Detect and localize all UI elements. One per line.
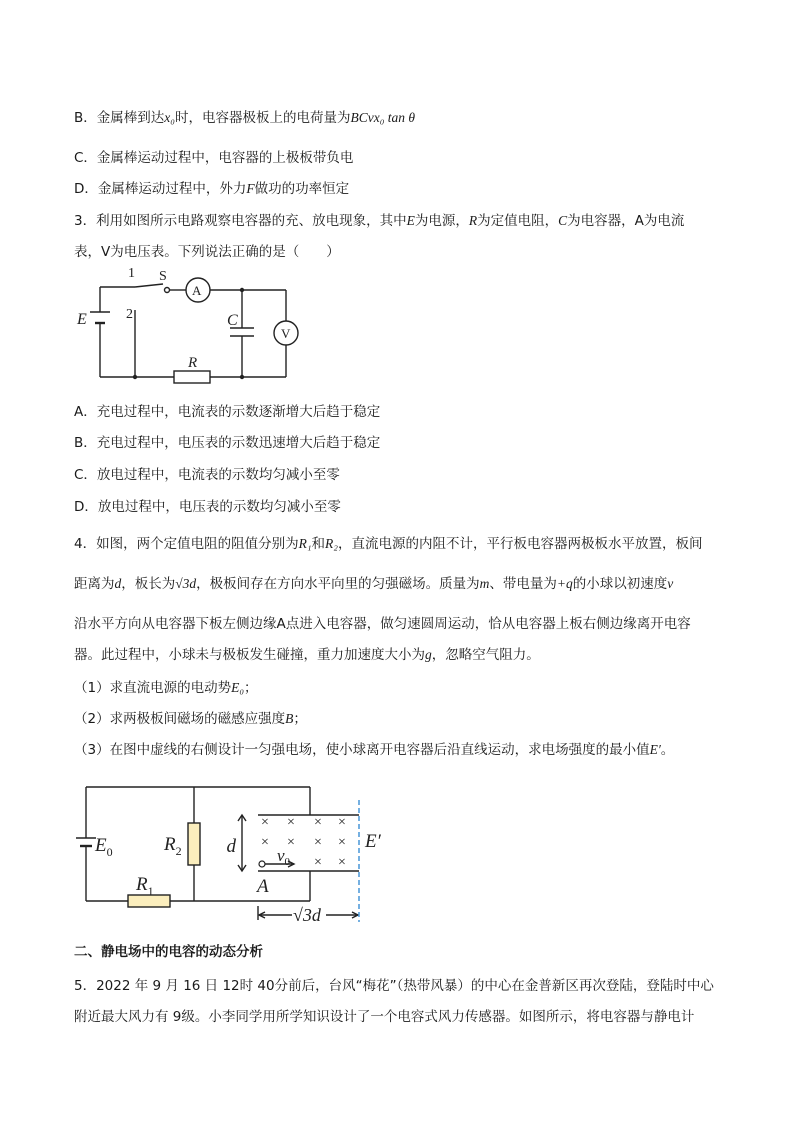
- q4-line2-e: 的小球以初速度: [572, 576, 668, 592]
- q3-stem-line1: [74, 209, 684, 229]
- q4-line4-g: g: [425, 647, 432, 662]
- q3-stem-C: C: [558, 213, 568, 228]
- q3-fig-label-V: V: [281, 326, 291, 341]
- q4-line1-R1: R₁: [298, 536, 312, 551]
- q3-fig-label-S: S: [159, 269, 167, 284]
- q3-fig-label-1: 1: [128, 266, 135, 281]
- q4-fig-label-R1: $R_1$: [136, 874, 154, 898]
- q4-sub3-E: E′: [649, 742, 661, 757]
- q5-line2: 附近最大风力有 9级。小李同学用所学知识设计了一个电容式风力传感器。如图所示，将电容器与静电计: [74, 1009, 695, 1025]
- q4-line2-v: v: [667, 576, 674, 591]
- q3-fig-label-R: R: [188, 355, 198, 371]
- svg-text:×: ×: [338, 815, 346, 830]
- q4-sub1: [74, 676, 258, 696]
- q3-option-a: A．充电过程中，电流表的示数逐渐增大后趋于稳定: [74, 404, 381, 420]
- q4-circuit-diagram: [74, 780, 394, 925]
- svg-text:×: ×: [287, 835, 295, 850]
- q4-sub3-b: 。: [660, 742, 675, 758]
- q4-sub2-b: ；: [293, 711, 307, 727]
- q4-sub2-a: （2）求两极板间磁场的磁感应强度: [74, 711, 286, 727]
- q4-fig-label-Eprime: E′: [365, 831, 381, 852]
- svg-text:×: ×: [314, 835, 322, 850]
- q3-option-b: B．充电过程中，电压表的示数迅速增大后趋于稳定: [74, 435, 381, 451]
- q2-option-b-mid: 时，电容器极板上的电荷量为: [174, 110, 351, 126]
- q4-sub2-B: B: [285, 711, 294, 726]
- q4-line2-sqrt: √3d: [175, 576, 197, 591]
- q4-line4: [74, 643, 540, 663]
- q2-option-b: [74, 106, 415, 126]
- svg-text:×: ×: [338, 855, 346, 870]
- svg-text:×: ×: [261, 835, 269, 850]
- q4-fig-label-width: √3d: [293, 905, 321, 925]
- q4-sub3-a: （3）在图中虚线的右侧设计一匀强电场，使小球离开电容器后沿直线运动，求电场强度的最小值: [74, 742, 650, 758]
- svg-text:×: ×: [261, 815, 269, 830]
- q4-sub1-a: （1）求直流电源的电动势: [74, 680, 232, 696]
- q4-fig-label-R2: $R_2$: [164, 834, 182, 858]
- q3-fig-label-C: C: [227, 312, 238, 329]
- q4-line2-a: 距离为: [74, 576, 115, 592]
- svg-text:×: ×: [338, 835, 346, 850]
- q4-sub2: [74, 707, 307, 727]
- q4-line2-m: m: [479, 576, 490, 591]
- q2-option-b-formula: BCvx₀ tan θ: [350, 110, 416, 125]
- q4-sub1-b: ；: [244, 680, 258, 696]
- q4-line3: 沿水平方向从电容器下板左侧边缘A点进入电容器，做匀速圆周运动，恰从电容器上板右侧边缘离开电容: [74, 616, 691, 632]
- q4-line2: [74, 572, 673, 592]
- q4-line2-q: +q: [556, 576, 573, 591]
- section-heading: 二、静电场中的电容的动态分析: [74, 944, 263, 960]
- q4-line4-b: ，忽略空气阻力。: [431, 647, 540, 663]
- q4-fig-label-A: A: [257, 876, 269, 897]
- q4-fig-label-d: d: [226, 836, 236, 857]
- q4-line1-a: 4．如图，两个定值电阻的阻值分别为: [74, 536, 299, 552]
- svg-text:×: ×: [287, 815, 295, 830]
- q3-fig-label-A: A: [192, 283, 202, 298]
- q3-stem-E: E: [406, 213, 415, 228]
- q3-stem-line2: 表，V为电压表。下列说法正确的是（ ）: [74, 244, 340, 260]
- q4-line1-c: ，直流电源的内阻不计，平行板电容器两极板水平放置，板间: [338, 536, 703, 552]
- q4-line1-b: 和: [311, 536, 326, 552]
- q4-line1: [74, 532, 703, 552]
- q3-fig-label-2: 2: [126, 307, 133, 322]
- svg-text:×: ×: [314, 855, 322, 870]
- q4-line2-c: ，极板间存在方向水平向里的匀强磁场。质量为: [196, 576, 480, 592]
- q2-option-d-pre: D．金属棒运动过程中，外力: [74, 181, 247, 197]
- q3-option-d: D．放电过程中，电压表的示数均匀减小至零: [74, 499, 341, 515]
- q3-stem-a: 3．利用如图所示电路观察电容器的充、放电现象，其中: [74, 213, 407, 229]
- q4-line2-d: d: [114, 576, 122, 591]
- q4-fig-label-E0: $E_0$: [95, 835, 113, 859]
- svg-text:×: ×: [314, 815, 322, 830]
- q3-option-c: C．放电过程中，电流表的示数均匀减小至零: [74, 467, 340, 483]
- q3-stem-c: 为定值电阻，: [477, 213, 559, 229]
- q2-option-c: C．金属棒运动过程中，电容器的上极板带负电: [74, 150, 354, 166]
- q2-option-d: [74, 177, 349, 197]
- q3-stem-R: R: [468, 213, 478, 228]
- q3-stem-d: 为电容器，A为电流: [567, 213, 685, 229]
- q4-line2-b: ，板长为: [121, 576, 176, 592]
- q4-sub3: [74, 738, 674, 758]
- q2-option-d-F: F: [246, 181, 255, 196]
- magnetic-field-crosses: [261, 815, 346, 870]
- q3-stem-b: 为电源，: [414, 213, 469, 229]
- q5-line1: 5．2022 年 9 月 16 日 12时 40分前后，台风“梅花”（热带风暴）的中心在金普新区再次登陆，登陆时中心: [74, 978, 714, 994]
- q4-sub1-E0: E₀: [231, 680, 245, 695]
- q4-line4-a: 器。此过程中，小球未与极板发生碰撞，重力加速度大小为: [74, 647, 425, 663]
- q3-fig-label-E: E: [77, 311, 87, 328]
- q4-line1-R2: R₂: [325, 536, 338, 551]
- q2-option-d-post: 做功的功率恒定: [254, 181, 350, 197]
- q3-circuit-diagram: [70, 262, 302, 387]
- q4-fig-label-v0: $v_0$: [277, 846, 291, 868]
- q4-line2-d2: 、带电量为: [489, 576, 557, 592]
- q2-option-b-x0: x₀: [164, 110, 175, 125]
- q2-option-b-text: B．金属棒到达: [74, 110, 165, 126]
